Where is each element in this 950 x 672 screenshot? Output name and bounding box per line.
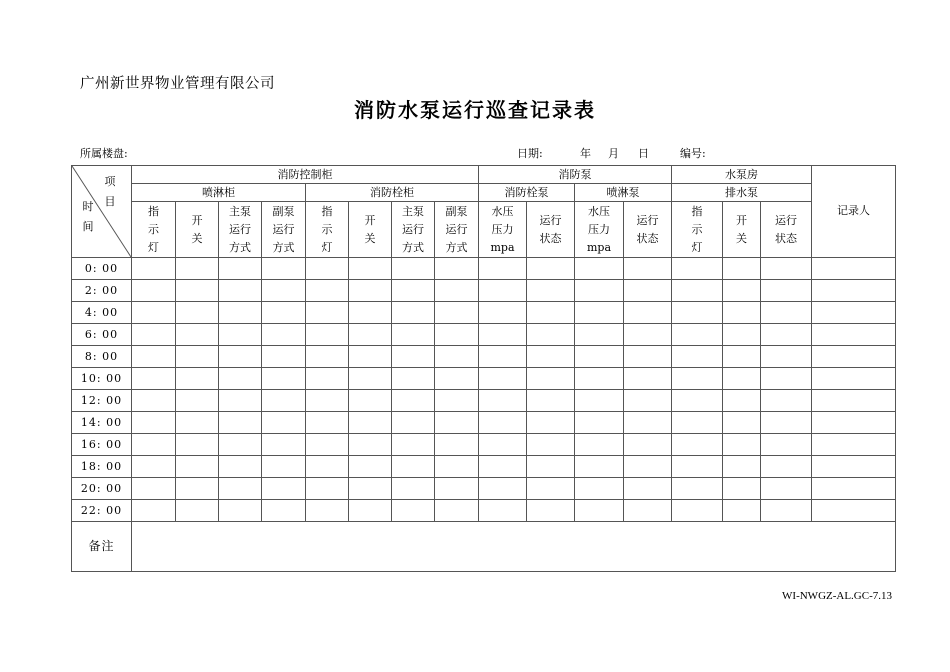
time-cell: 18: 00 xyxy=(72,456,132,478)
entry-cell[interactable] xyxy=(132,390,176,412)
entry-cell[interactable] xyxy=(262,368,306,390)
entry-cell[interactable] xyxy=(761,434,812,456)
inspection-table xyxy=(71,165,896,572)
entry-cell[interactable] xyxy=(527,368,575,390)
entry-cell[interactable] xyxy=(812,280,896,302)
entry-cell[interactable] xyxy=(435,434,479,456)
entry-cell[interactable] xyxy=(575,280,624,302)
entry-cell[interactable] xyxy=(575,456,624,478)
entry-cell[interactable] xyxy=(306,302,349,324)
col-indicator-2: 指示灯 xyxy=(306,202,349,258)
col-aux-pump-mode-1: 副泵运行方式 xyxy=(262,202,306,258)
entry-cell[interactable] xyxy=(435,324,479,346)
entry-cell[interactable] xyxy=(575,500,624,522)
remark-row xyxy=(72,522,896,572)
entry-cell[interactable] xyxy=(132,302,176,324)
entry-cell[interactable] xyxy=(349,478,392,500)
entry-cell[interactable] xyxy=(575,346,624,368)
table-row xyxy=(72,456,896,478)
entry-cell[interactable] xyxy=(219,390,262,412)
entry-cell[interactable] xyxy=(624,500,672,522)
entry-cell[interactable] xyxy=(672,456,723,478)
entry-cell[interactable] xyxy=(723,280,761,302)
entry-cell[interactable] xyxy=(176,390,219,412)
entry-cell[interactable] xyxy=(575,390,624,412)
entry-cell[interactable] xyxy=(349,324,392,346)
entry-cell[interactable] xyxy=(219,456,262,478)
entry-cell[interactable] xyxy=(392,456,435,478)
year-label: 年 xyxy=(580,147,591,160)
entry-cell[interactable] xyxy=(392,258,435,280)
entry-cell[interactable] xyxy=(575,368,624,390)
entry-cell[interactable] xyxy=(435,368,479,390)
entry-cell[interactable] xyxy=(723,302,761,324)
table-row xyxy=(72,434,896,456)
entry-cell[interactable] xyxy=(479,412,527,434)
entry-cell[interactable] xyxy=(812,434,896,456)
entry-cell[interactable] xyxy=(435,302,479,324)
entry-cell[interactable] xyxy=(761,390,812,412)
entry-cell[interactable] xyxy=(672,324,723,346)
table-row xyxy=(72,390,896,412)
entry-cell[interactable] xyxy=(306,368,349,390)
entry-cell[interactable] xyxy=(723,434,761,456)
entry-cell[interactable] xyxy=(624,258,672,280)
entry-cell[interactable] xyxy=(435,456,479,478)
time-cell: 2: 00 xyxy=(72,280,132,302)
entry-cell[interactable] xyxy=(392,324,435,346)
entry-cell[interactable] xyxy=(435,280,479,302)
entry-cell[interactable] xyxy=(479,500,527,522)
table-row xyxy=(72,346,896,368)
entry-cell[interactable] xyxy=(349,368,392,390)
entry-cell[interactable] xyxy=(392,390,435,412)
entry-cell[interactable] xyxy=(132,412,176,434)
entry-cell[interactable] xyxy=(306,324,349,346)
time-cell: 22: 00 xyxy=(72,500,132,522)
time-cell: 6: 00 xyxy=(72,324,132,346)
entry-cell[interactable] xyxy=(392,346,435,368)
table-row xyxy=(72,478,896,500)
entry-cell[interactable] xyxy=(479,456,527,478)
group-fire-pump: 消防泵 xyxy=(479,166,672,184)
entry-cell[interactable] xyxy=(435,500,479,522)
entry-cell[interactable] xyxy=(306,390,349,412)
group-fire-control-cabinet: 消防控制柜 xyxy=(132,166,479,184)
entry-cell[interactable] xyxy=(575,302,624,324)
entry-cell[interactable] xyxy=(723,500,761,522)
entry-cell[interactable] xyxy=(392,434,435,456)
table-row xyxy=(72,500,896,522)
col-switch-3: 开关 xyxy=(723,202,761,258)
entry-cell[interactable] xyxy=(176,280,219,302)
entry-cell[interactable] xyxy=(349,280,392,302)
col-run-status-2: 运行状态 xyxy=(624,202,672,258)
entry-cell[interactable] xyxy=(723,390,761,412)
entry-cell[interactable] xyxy=(812,368,896,390)
entry-cell[interactable] xyxy=(527,390,575,412)
entry-cell[interactable] xyxy=(575,434,624,456)
entry-cell[interactable] xyxy=(723,346,761,368)
entry-cell[interactable] xyxy=(672,390,723,412)
entry-cell[interactable] xyxy=(435,258,479,280)
entry-cell[interactable] xyxy=(176,412,219,434)
table-row xyxy=(72,280,896,302)
entry-cell[interactable] xyxy=(262,478,306,500)
entry-cell[interactable] xyxy=(672,500,723,522)
entry-cell[interactable] xyxy=(219,434,262,456)
entry-cell[interactable] xyxy=(176,456,219,478)
col-aux-pump-mode-2: 副泵运行方式 xyxy=(435,202,479,258)
entry-cell[interactable] xyxy=(761,412,812,434)
entry-cell[interactable] xyxy=(435,390,479,412)
entry-cell[interactable] xyxy=(132,280,176,302)
entry-cell[interactable] xyxy=(176,324,219,346)
entry-cell[interactable] xyxy=(219,346,262,368)
table-row xyxy=(72,324,896,346)
entry-cell[interactable] xyxy=(306,346,349,368)
entry-cell[interactable] xyxy=(672,478,723,500)
entry-cell[interactable] xyxy=(132,456,176,478)
remark-label: 备注 xyxy=(72,522,132,572)
time-cell: 10: 00 xyxy=(72,368,132,390)
col-switch-2: 开关 xyxy=(349,202,392,258)
entry-cell[interactable] xyxy=(723,456,761,478)
entry-cell[interactable] xyxy=(132,500,176,522)
entry-cell[interactable] xyxy=(349,302,392,324)
subgroup-drain-pump: 排水泵 xyxy=(672,184,812,202)
entry-cell[interactable] xyxy=(262,324,306,346)
entry-cell[interactable] xyxy=(262,390,306,412)
col-indicator-1: 指示灯 xyxy=(132,202,176,258)
day-label: 日 xyxy=(638,147,649,160)
entry-cell[interactable] xyxy=(575,478,624,500)
entry-cell[interactable] xyxy=(575,324,624,346)
time-cell: 12: 00 xyxy=(72,390,132,412)
entry-cell[interactable] xyxy=(349,412,392,434)
entry-cell[interactable] xyxy=(761,478,812,500)
entry-cell[interactable] xyxy=(527,500,575,522)
entry-cell[interactable] xyxy=(392,280,435,302)
time-cell: 4: 00 xyxy=(72,302,132,324)
entry-cell[interactable] xyxy=(575,412,624,434)
entry-cell[interactable] xyxy=(723,324,761,346)
entry-cell[interactable] xyxy=(723,412,761,434)
time-cell: 14: 00 xyxy=(72,412,132,434)
entry-cell[interactable] xyxy=(527,478,575,500)
entry-cell[interactable] xyxy=(812,302,896,324)
table-row xyxy=(72,302,896,324)
entry-cell[interactable] xyxy=(176,346,219,368)
entry-cell[interactable] xyxy=(479,368,527,390)
entry-cell[interactable] xyxy=(306,478,349,500)
entry-cell[interactable] xyxy=(624,412,672,434)
entry-cell[interactable] xyxy=(761,456,812,478)
entry-cell[interactable] xyxy=(527,346,575,368)
entry-cell[interactable] xyxy=(812,390,896,412)
subgroup-hydrant-pump: 消防栓泵 xyxy=(479,184,575,202)
entry-cell[interactable] xyxy=(306,500,349,522)
entry-cell[interactable] xyxy=(672,368,723,390)
entry-cell[interactable] xyxy=(624,390,672,412)
month-label: 月 xyxy=(608,147,619,160)
entry-cell[interactable] xyxy=(132,324,176,346)
entry-cell[interactable] xyxy=(479,324,527,346)
entry-cell[interactable] xyxy=(761,368,812,390)
subgroup-sprinkler-cabinet: 喷淋柜 xyxy=(132,184,306,202)
entry-cell[interactable] xyxy=(132,258,176,280)
entry-cell[interactable] xyxy=(435,478,479,500)
entry-cell[interactable] xyxy=(349,434,392,456)
entry-cell[interactable] xyxy=(761,346,812,368)
table-row xyxy=(72,412,896,434)
entry-cell[interactable] xyxy=(176,478,219,500)
entry-cell[interactable] xyxy=(761,324,812,346)
subgroup-sprinkler-pump: 喷淋泵 xyxy=(575,184,672,202)
entry-cell[interactable] xyxy=(479,390,527,412)
entry-cell[interactable] xyxy=(624,368,672,390)
entry-cell[interactable] xyxy=(479,434,527,456)
remark-field[interactable] xyxy=(132,522,896,572)
corner-header-cell xyxy=(72,166,132,258)
entry-cell[interactable] xyxy=(132,478,176,500)
entry-cell[interactable] xyxy=(479,478,527,500)
entry-cell[interactable] xyxy=(812,456,896,478)
entry-cell[interactable] xyxy=(262,258,306,280)
entry-cell[interactable] xyxy=(132,346,176,368)
entry-cell[interactable] xyxy=(527,324,575,346)
building-label: 所属楼盘: xyxy=(80,147,128,160)
document-code: WI-NWGZ-AL.GC-7.13 xyxy=(782,590,892,602)
entry-cell[interactable] xyxy=(132,368,176,390)
col-run-status-3: 运行状态 xyxy=(761,202,812,258)
date-label: 日期: xyxy=(517,147,543,160)
entry-cell[interactable] xyxy=(672,302,723,324)
entry-cell[interactable] xyxy=(812,412,896,434)
entry-cell[interactable] xyxy=(812,324,896,346)
entry-cell[interactable] xyxy=(262,412,306,434)
entry-cell[interactable] xyxy=(479,280,527,302)
entry-cell[interactable] xyxy=(306,456,349,478)
entry-cell[interactable] xyxy=(176,258,219,280)
entry-cell[interactable] xyxy=(761,302,812,324)
entry-cell[interactable] xyxy=(262,500,306,522)
col-water-pressure-2: 水压压力mpa xyxy=(575,202,624,258)
col-indicator-3: 指示灯 xyxy=(672,202,723,258)
entry-cell[interactable] xyxy=(306,280,349,302)
entry-cell[interactable] xyxy=(132,434,176,456)
entry-cell[interactable] xyxy=(392,500,435,522)
time-cell: 8: 00 xyxy=(72,346,132,368)
entry-cell[interactable] xyxy=(392,302,435,324)
entry-cell[interactable] xyxy=(435,412,479,434)
entry-cell[interactable] xyxy=(812,346,896,368)
col-main-pump-mode-1: 主泵运行方式 xyxy=(219,202,262,258)
entry-cell[interactable] xyxy=(479,346,527,368)
entry-cell[interactable] xyxy=(672,434,723,456)
entry-cell[interactable] xyxy=(392,412,435,434)
entry-cell[interactable] xyxy=(624,280,672,302)
entry-cell[interactable] xyxy=(624,456,672,478)
recorder-header: 记录人 xyxy=(812,166,896,258)
entry-cell[interactable] xyxy=(812,258,896,280)
entry-cell[interactable] xyxy=(219,478,262,500)
entry-cell[interactable] xyxy=(262,280,306,302)
entry-cell[interactable] xyxy=(624,478,672,500)
entry-cell[interactable] xyxy=(176,500,219,522)
entry-cell[interactable] xyxy=(812,478,896,500)
entry-cell[interactable] xyxy=(392,368,435,390)
entry-cell[interactable] xyxy=(527,302,575,324)
entry-cell[interactable] xyxy=(349,390,392,412)
subgroup-hydrant-cabinet: 消防栓柜 xyxy=(306,184,479,202)
entry-cell[interactable] xyxy=(392,478,435,500)
entry-cell[interactable] xyxy=(219,412,262,434)
entry-cell[interactable] xyxy=(306,258,349,280)
entry-cell[interactable] xyxy=(723,478,761,500)
entry-cell[interactable] xyxy=(624,434,672,456)
entry-cell[interactable] xyxy=(306,434,349,456)
col-main-pump-mode-2: 主泵运行方式 xyxy=(392,202,435,258)
col-switch-1: 开关 xyxy=(176,202,219,258)
entry-cell[interactable] xyxy=(306,412,349,434)
entry-cell[interactable] xyxy=(349,456,392,478)
group-pump-room: 水泵房 xyxy=(672,166,812,184)
entry-cell[interactable] xyxy=(761,500,812,522)
entry-cell[interactable] xyxy=(672,346,723,368)
entry-cell[interactable] xyxy=(723,258,761,280)
entry-cell[interactable] xyxy=(812,500,896,522)
time-cell: 0: 00 xyxy=(72,258,132,280)
entry-cell[interactable] xyxy=(262,434,306,456)
entry-cell[interactable] xyxy=(527,456,575,478)
entry-cell[interactable] xyxy=(672,280,723,302)
form-title: 消防水泵运行巡查记录表 xyxy=(354,98,596,122)
entry-cell[interactable] xyxy=(624,346,672,368)
col-water-pressure-1: 水压压力mpa xyxy=(479,202,527,258)
entry-cell[interactable] xyxy=(262,456,306,478)
table-row xyxy=(72,258,896,280)
entry-cell[interactable] xyxy=(527,434,575,456)
entry-cell[interactable] xyxy=(527,258,575,280)
time-cell: 16: 00 xyxy=(72,434,132,456)
corner-item-label: 项目 xyxy=(104,175,116,208)
entry-cell[interactable] xyxy=(176,368,219,390)
entry-cell[interactable] xyxy=(349,346,392,368)
entry-cell[interactable] xyxy=(435,346,479,368)
entry-cell[interactable] xyxy=(527,412,575,434)
entry-cell[interactable] xyxy=(672,258,723,280)
entry-cell[interactable] xyxy=(176,302,219,324)
table-row xyxy=(72,368,896,390)
corner-time-label: 时间 xyxy=(82,200,94,233)
entry-cell[interactable] xyxy=(624,302,672,324)
entry-cell[interactable] xyxy=(219,324,262,346)
entry-cell[interactable] xyxy=(262,302,306,324)
entry-cell[interactable] xyxy=(527,280,575,302)
entry-cell[interactable] xyxy=(761,280,812,302)
entry-cell[interactable] xyxy=(624,324,672,346)
number-label: 编号: xyxy=(680,147,706,160)
entry-cell[interactable] xyxy=(219,500,262,522)
entry-cell[interactable] xyxy=(262,346,306,368)
entry-cell[interactable] xyxy=(575,258,624,280)
col-run-status-1: 运行状态 xyxy=(527,202,575,258)
company-name: 广州新世界物业管理有限公司 xyxy=(80,76,275,92)
entry-cell[interactable] xyxy=(349,500,392,522)
entry-cell[interactable] xyxy=(219,302,262,324)
entry-cell[interactable] xyxy=(219,280,262,302)
time-cell: 20: 00 xyxy=(72,478,132,500)
entry-cell[interactable] xyxy=(219,368,262,390)
entry-cell[interactable] xyxy=(761,258,812,280)
entry-cell[interactable] xyxy=(479,258,527,280)
entry-cell[interactable] xyxy=(176,434,219,456)
entry-cell[interactable] xyxy=(723,368,761,390)
entry-cell[interactable] xyxy=(349,258,392,280)
entry-cell[interactable] xyxy=(219,258,262,280)
entry-cell[interactable] xyxy=(672,412,723,434)
entry-cell[interactable] xyxy=(479,302,527,324)
